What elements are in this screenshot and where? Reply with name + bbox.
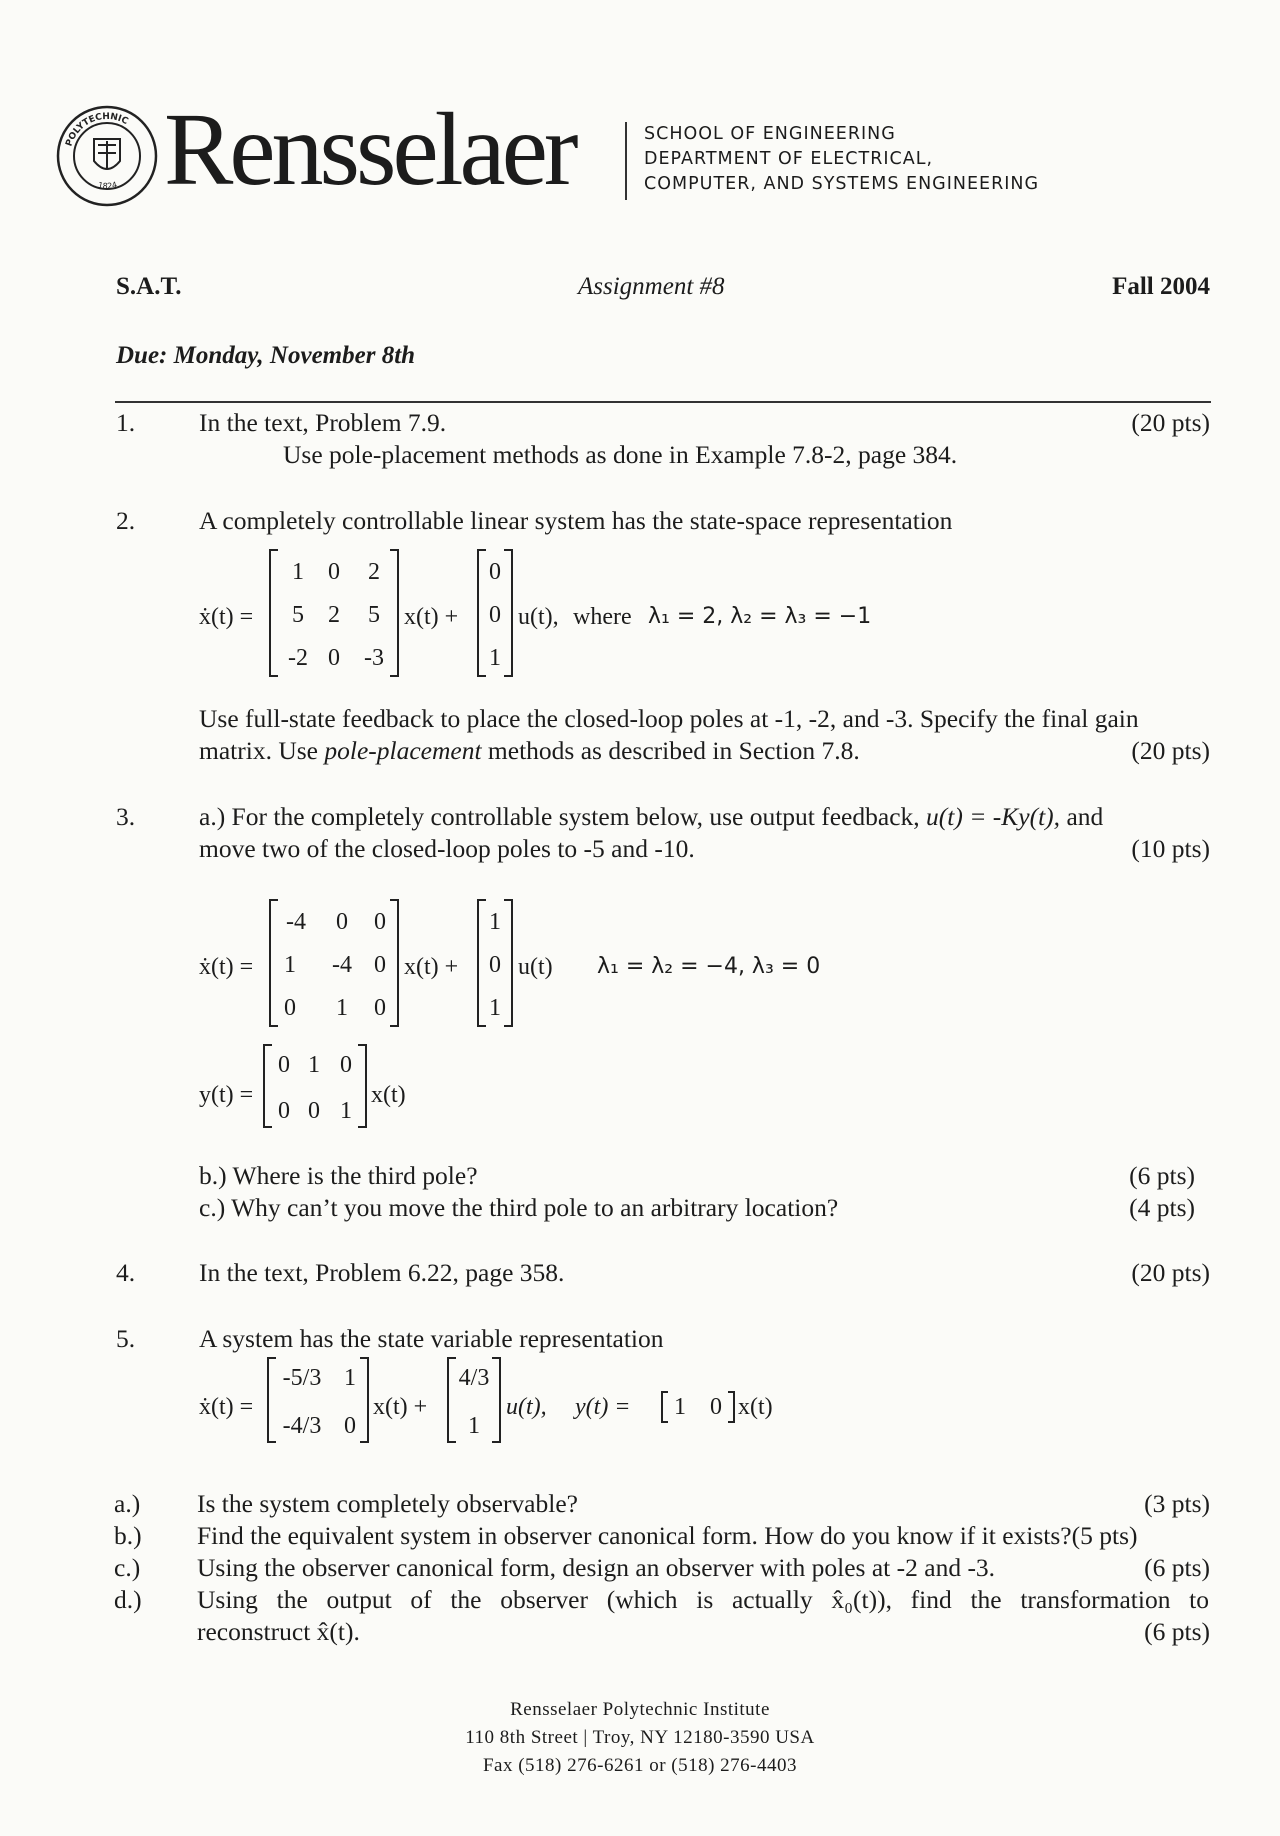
p5-C-cell: 1	[674, 1394, 686, 1420]
p2-x-plus: x(t) +	[404, 604, 459, 630]
p5-part-d-label: d.)	[114, 1585, 142, 1614]
footer-address	[0, 1696, 1280, 1780]
p2-A-cell: 5	[368, 602, 380, 628]
p5-B-cell: 1	[468, 1413, 480, 1439]
problem-2-body-2	[199, 738, 860, 764]
seal-text-year: 1824	[97, 180, 119, 191]
p5-xdot-label: ẋ(t) =	[199, 1394, 254, 1420]
p2-A-cell: 1	[292, 559, 304, 585]
p3-a-pre: a.) For the completely controllable system below, use output feedback,	[199, 802, 920, 831]
p5-part-c-text: Using the observer canonical form, design an observer with poles at -2 and -3.	[197, 1553, 996, 1582]
p2-matrix-A	[268, 548, 400, 678]
footer-street: 110 8th Street | Troy, NY 12180-3590 USA	[465, 1727, 815, 1748]
p5-x-plus: x(t) +	[373, 1394, 428, 1420]
p3-A-cell: -4	[332, 952, 352, 978]
term: Fall 2004	[1112, 273, 1210, 300]
p3-B-cell: 1	[489, 909, 501, 935]
p5-part-c-label: c.)	[114, 1553, 141, 1582]
p3-B-cell: 0	[489, 952, 501, 978]
p5-matrix-C	[660, 1390, 736, 1424]
p2-body2-italic: pole-placement	[324, 736, 482, 765]
p3-u: u(t)	[518, 954, 553, 980]
rensselaer-wordmark: Rensselaer	[164, 92, 575, 207]
department-line-2: COMPUTER, AND SYSTEMS ENGINEERING	[644, 174, 1040, 194]
p5-part-d-text-2: reconstruct x̂(t).	[197, 1617, 360, 1646]
problem-3-b: b.) Where is the third pole?	[199, 1161, 478, 1190]
p2-B-cell: 1	[489, 645, 501, 671]
p2-A-cell: 5	[292, 602, 304, 628]
department-line-1: DEPARTMENT OF ELECTRICAL,	[644, 149, 934, 169]
problem-3-c: c.) Why can’t you move the third pole to an arbitrary location?	[199, 1193, 839, 1222]
p3-x: x(t)	[371, 1082, 406, 1108]
problem-3-a-points: (10 pts)	[1131, 834, 1210, 863]
problem-3-number: 3.	[116, 802, 136, 831]
footer-fax: Fax (518) 276-6261 or (518) 276-4403	[482, 1755, 798, 1776]
problem-2-points: (20 pts)	[1131, 736, 1210, 765]
p3-A-cell: 0	[374, 909, 386, 935]
svg-text:1824	[97, 180, 118, 191]
p2-u: u(t),	[518, 604, 559, 630]
problem-1-points: (20 pts)	[1131, 408, 1210, 437]
p2-matrix-B	[476, 548, 514, 678]
due-date: Due: Monday, November 8th	[116, 342, 416, 369]
problem-4-points: (20 pts)	[1131, 1258, 1210, 1287]
p2-where: where	[573, 604, 632, 630]
p5-part-a-points: (3 pts)	[1144, 1489, 1210, 1518]
p5-part-c-points: (6 pts)	[1144, 1553, 1210, 1582]
p2-A-cell: 2	[368, 559, 380, 585]
problem-4-text: In the text, Problem 6.22, page 358.	[199, 1258, 565, 1287]
p3-matrix-B	[476, 898, 514, 1028]
p3-C-cell: 1	[308, 1052, 320, 1078]
p3-A-cell: 1	[284, 952, 296, 978]
p5-part-d-points: (6 pts)	[1144, 1617, 1210, 1646]
problem-1-note: Use pole-placement methods as done in Example 7.8-2, page 384.	[283, 440, 958, 469]
p5-A-cell: -5/3	[282, 1365, 322, 1391]
p3-A-cell: 0	[374, 952, 386, 978]
p3-x-plus: x(t) +	[404, 954, 459, 980]
problem-2-text: A completely controllable linear system has the state-space representation	[199, 506, 953, 535]
p5-x: x(t)	[738, 1394, 773, 1420]
p3-a-post: and	[1066, 802, 1104, 831]
p3-B-cell: 1	[489, 995, 501, 1021]
p3-eigenvalues: λ₁ = λ₂ = −4, λ₃ = 0	[597, 954, 821, 979]
p2-A-cell: 0	[328, 645, 340, 671]
p5-part-d-text: Using the output of the observer (which is actually x̂₀(t)), find the transformation to	[197, 1585, 1209, 1614]
problem-2-body-1: Use full-state feedback to place the closed-loop poles at -1, -2, and -3. Specify the final gain	[199, 704, 1139, 733]
problem-2-number: 2.	[116, 506, 136, 535]
p5-A-cell: -4/3	[282, 1413, 322, 1439]
p2-xdot-label: ẋ(t) =	[199, 604, 254, 630]
p2-B-cell: 0	[489, 602, 501, 628]
p3-a-equation: u(t) = -Ky(t),	[926, 802, 1061, 831]
p3-C-cell: 1	[340, 1098, 352, 1124]
p2-A-cell: 2	[328, 602, 340, 628]
p3-A-cell: 0	[374, 995, 386, 1021]
problem-3-c-points: (4 pts)	[1129, 1193, 1195, 1222]
p3-A-cell: 1	[336, 995, 348, 1021]
course-code: S.A.T.	[116, 273, 182, 300]
p3-C-cell: 0	[340, 1052, 352, 1078]
p3-matrix-A	[268, 898, 400, 1028]
p3-matrix-C	[262, 1043, 368, 1129]
p2-body2-post: methods as described in Section 7.8.	[487, 736, 860, 765]
p2-body2-pre: matrix. Use	[199, 736, 318, 765]
p5-y-label: y(t) =	[575, 1394, 631, 1420]
p3-y-label: y(t) =	[199, 1082, 254, 1108]
p5-u: u(t),	[506, 1394, 547, 1420]
p3-C-cell: 0	[278, 1052, 290, 1078]
seal-text-top: POLYTECHNIC	[64, 111, 130, 148]
p2-eigenvalues: λ₁ = 2, λ₂ = λ₃ = −1	[648, 604, 872, 629]
p5-part-a-label: a.)	[114, 1489, 141, 1518]
p2-A-cell: -3	[364, 645, 384, 671]
problem-3-b-points: (6 pts)	[1129, 1161, 1195, 1190]
problem-5-number: 5.	[116, 1324, 136, 1353]
department-block	[644, 122, 1039, 197]
p3-C-cell: 0	[278, 1098, 290, 1124]
p2-B-cell: 0	[489, 559, 501, 585]
problem-3-a-line1	[199, 804, 1103, 830]
p5-A-cell: 1	[344, 1365, 356, 1391]
p3-C-cell: 0	[308, 1098, 320, 1124]
footer-institute: Rensselaer Polytechnic Institute	[510, 1699, 770, 1720]
problem-1-text: In the text, Problem 7.9.	[199, 408, 447, 437]
p3-xdot-label: ẋ(t) =	[199, 954, 254, 980]
p5-A-cell: 0	[344, 1413, 356, 1439]
header-divider	[625, 122, 627, 200]
problem-1-number: 1.	[116, 408, 136, 437]
problem-3-a-line2: move two of the closed-loop poles to -5 and -10.	[199, 834, 695, 863]
p2-A-cell: -2	[288, 645, 308, 671]
p5-matrix-B	[446, 1356, 502, 1444]
p5-B-cell: 4/3	[458, 1365, 490, 1391]
p3-A-cell: 0	[284, 995, 296, 1021]
p5-part-b-text: Find the equivalent system in observer canonical form. How do you know if it exists?(5 pts)	[197, 1521, 1138, 1550]
p5-part-b-label: b.)	[114, 1521, 142, 1550]
assignment-title: Assignment #8	[578, 273, 725, 300]
school-name: SCHOOL OF ENGINEERING	[644, 124, 896, 144]
p3-A-cell: -4	[286, 909, 306, 935]
p5-C-cell: 0	[710, 1394, 722, 1420]
problem-4-number: 4.	[116, 1258, 136, 1287]
problem-5-text: A system has the state variable representation	[199, 1324, 664, 1353]
p3-A-cell: 0	[336, 909, 348, 935]
p2-A-cell: 0	[328, 559, 340, 585]
header-rule	[115, 401, 1211, 403]
p5-part-a-text: Is the system completely observable?	[197, 1489, 578, 1518]
p5-matrix-A	[266, 1356, 370, 1444]
rensselaer-seal-logo	[56, 105, 158, 207]
